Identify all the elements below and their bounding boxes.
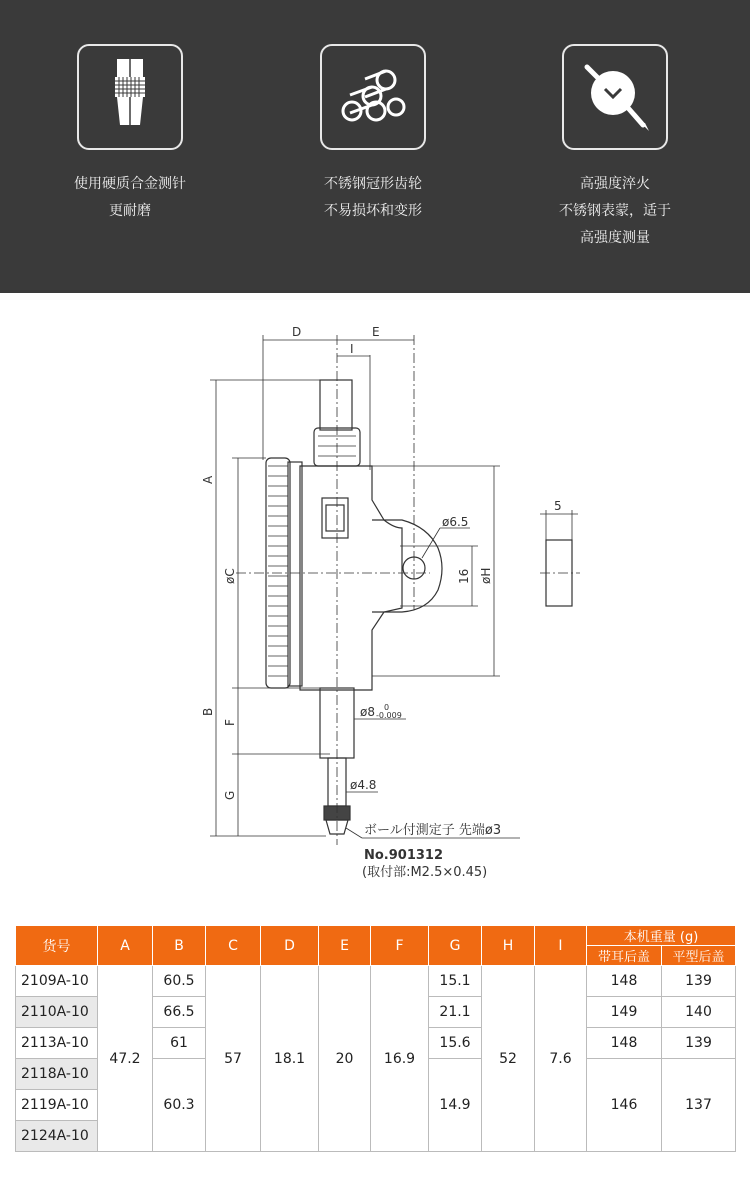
cell-g: 14.9 bbox=[429, 1059, 482, 1152]
dim-i-label: I bbox=[350, 342, 354, 356]
feature-icon-box bbox=[562, 44, 668, 150]
cell-b: 60.5 bbox=[153, 966, 206, 997]
hole-diameter-label: ø6.5 bbox=[442, 515, 469, 529]
col-header-d: D bbox=[261, 926, 319, 966]
cell-a: 47.2 bbox=[98, 966, 153, 1152]
dim-b-label: B bbox=[201, 707, 215, 716]
thread-spec: (取付部:M2.5×0.45) bbox=[362, 865, 488, 880]
cell-weight-flat: 140 bbox=[662, 997, 736, 1028]
feature-line: 不锈钢表蒙，适于 bbox=[559, 203, 671, 219]
cell-i: 7.6 bbox=[535, 966, 587, 1152]
cell-weight-flat: 139 bbox=[662, 1028, 736, 1059]
col-header-c: C bbox=[206, 926, 261, 966]
cell-b: 60.3 bbox=[153, 1059, 206, 1152]
feature-line: 不锈钢冠形齿轮 bbox=[324, 176, 422, 192]
cell-e: 20 bbox=[319, 966, 371, 1152]
lug-thickness-label: 5 bbox=[554, 499, 562, 513]
part-number: No.901312 bbox=[364, 848, 444, 863]
dim-h-label: øH bbox=[479, 567, 493, 584]
stem-diameter-label: ø8 bbox=[360, 705, 375, 719]
body-outline bbox=[300, 466, 402, 690]
stem-tol-upper: 0 bbox=[384, 703, 390, 712]
dim-d-label: D bbox=[292, 325, 302, 339]
feature-hardened-crystal bbox=[495, 44, 735, 252]
col-header-weight: 本机重量 (g) bbox=[587, 926, 736, 946]
cell-weight-flat: 139 bbox=[662, 966, 736, 997]
cell-weight-lug: 148 bbox=[587, 966, 662, 997]
cell-g: 15.6 bbox=[429, 1028, 482, 1059]
feature-band bbox=[0, 0, 750, 293]
dim-e-label: E bbox=[372, 325, 380, 339]
col-header-b: B bbox=[153, 926, 206, 966]
cell-g: 21.1 bbox=[429, 997, 482, 1028]
cell-d: 18.1 bbox=[261, 966, 319, 1152]
dim-f-label: F bbox=[223, 719, 237, 726]
feature-line: 不易损坏和变形 bbox=[324, 203, 422, 219]
col-header-e: E bbox=[319, 926, 371, 966]
cell-code: 2124A-10 bbox=[16, 1121, 98, 1152]
cell-code: 2109A-10 bbox=[16, 966, 98, 997]
cell-weight-flat: 137 bbox=[662, 1059, 736, 1152]
top-cap bbox=[320, 380, 352, 430]
feature-stainless-gear bbox=[253, 44, 493, 225]
cell-b: 61 bbox=[153, 1028, 206, 1059]
gear-rods-icon bbox=[338, 67, 408, 127]
cell-h: 52 bbox=[482, 966, 535, 1152]
cell-g: 15.1 bbox=[429, 966, 482, 997]
back-lug bbox=[372, 520, 442, 612]
feature-carbide-tip bbox=[10, 44, 250, 225]
feature-icon-box bbox=[320, 44, 426, 150]
spec-table bbox=[15, 925, 736, 1152]
dial-gauge-icon bbox=[577, 59, 653, 135]
col-header-i: I bbox=[535, 926, 587, 966]
spindle-diameter-label: ø4.8 bbox=[350, 778, 377, 792]
col-header-g: G bbox=[429, 926, 482, 966]
cell-b: 66.5 bbox=[153, 997, 206, 1028]
cell-weight-lug: 148 bbox=[587, 1028, 662, 1059]
cell-code: 2119A-10 bbox=[16, 1090, 98, 1121]
feature-text bbox=[253, 171, 493, 225]
feature-line: 高强度淬火 bbox=[580, 176, 650, 192]
col-header-weight-lug: 带耳后盖 bbox=[587, 946, 662, 966]
cell-c: 57 bbox=[206, 966, 261, 1152]
dim-c-label: øC bbox=[223, 568, 237, 584]
feature-icon-box bbox=[77, 44, 183, 150]
dim-a-label: A bbox=[201, 475, 215, 484]
dim-g-label: G bbox=[223, 790, 237, 800]
cell-f: 16.9 bbox=[371, 966, 429, 1152]
feature-text bbox=[495, 171, 735, 252]
feature-line: 更耐磨 bbox=[109, 203, 151, 219]
col-header-f: F bbox=[371, 926, 429, 966]
stem-tol-lower: -0.009 bbox=[376, 711, 402, 720]
col-header-weight-flat: 平型后盖 bbox=[662, 946, 736, 966]
contact-point-label: ボール付測定子 先端ø3 bbox=[364, 823, 502, 838]
table-row bbox=[16, 966, 736, 997]
dimension-drawing bbox=[0, 300, 750, 900]
cell-code: 2110A-10 bbox=[16, 997, 98, 1028]
cell-weight-lug: 149 bbox=[587, 997, 662, 1028]
col-header-h: H bbox=[482, 926, 535, 966]
feature-line: 高强度测量 bbox=[580, 230, 650, 246]
feature-line: 使用硬质合金测针 bbox=[74, 176, 186, 192]
feature-text bbox=[10, 171, 250, 225]
col-header-code: 货号 bbox=[16, 926, 98, 966]
cell-weight-lug: 146 bbox=[587, 1059, 662, 1152]
hole-height-label: 16 bbox=[457, 568, 471, 584]
cell-code: 2113A-10 bbox=[16, 1028, 98, 1059]
cell-code: 2118A-10 bbox=[16, 1059, 98, 1090]
col-header-a: A bbox=[98, 926, 153, 966]
probe-tip-icon bbox=[105, 57, 155, 137]
